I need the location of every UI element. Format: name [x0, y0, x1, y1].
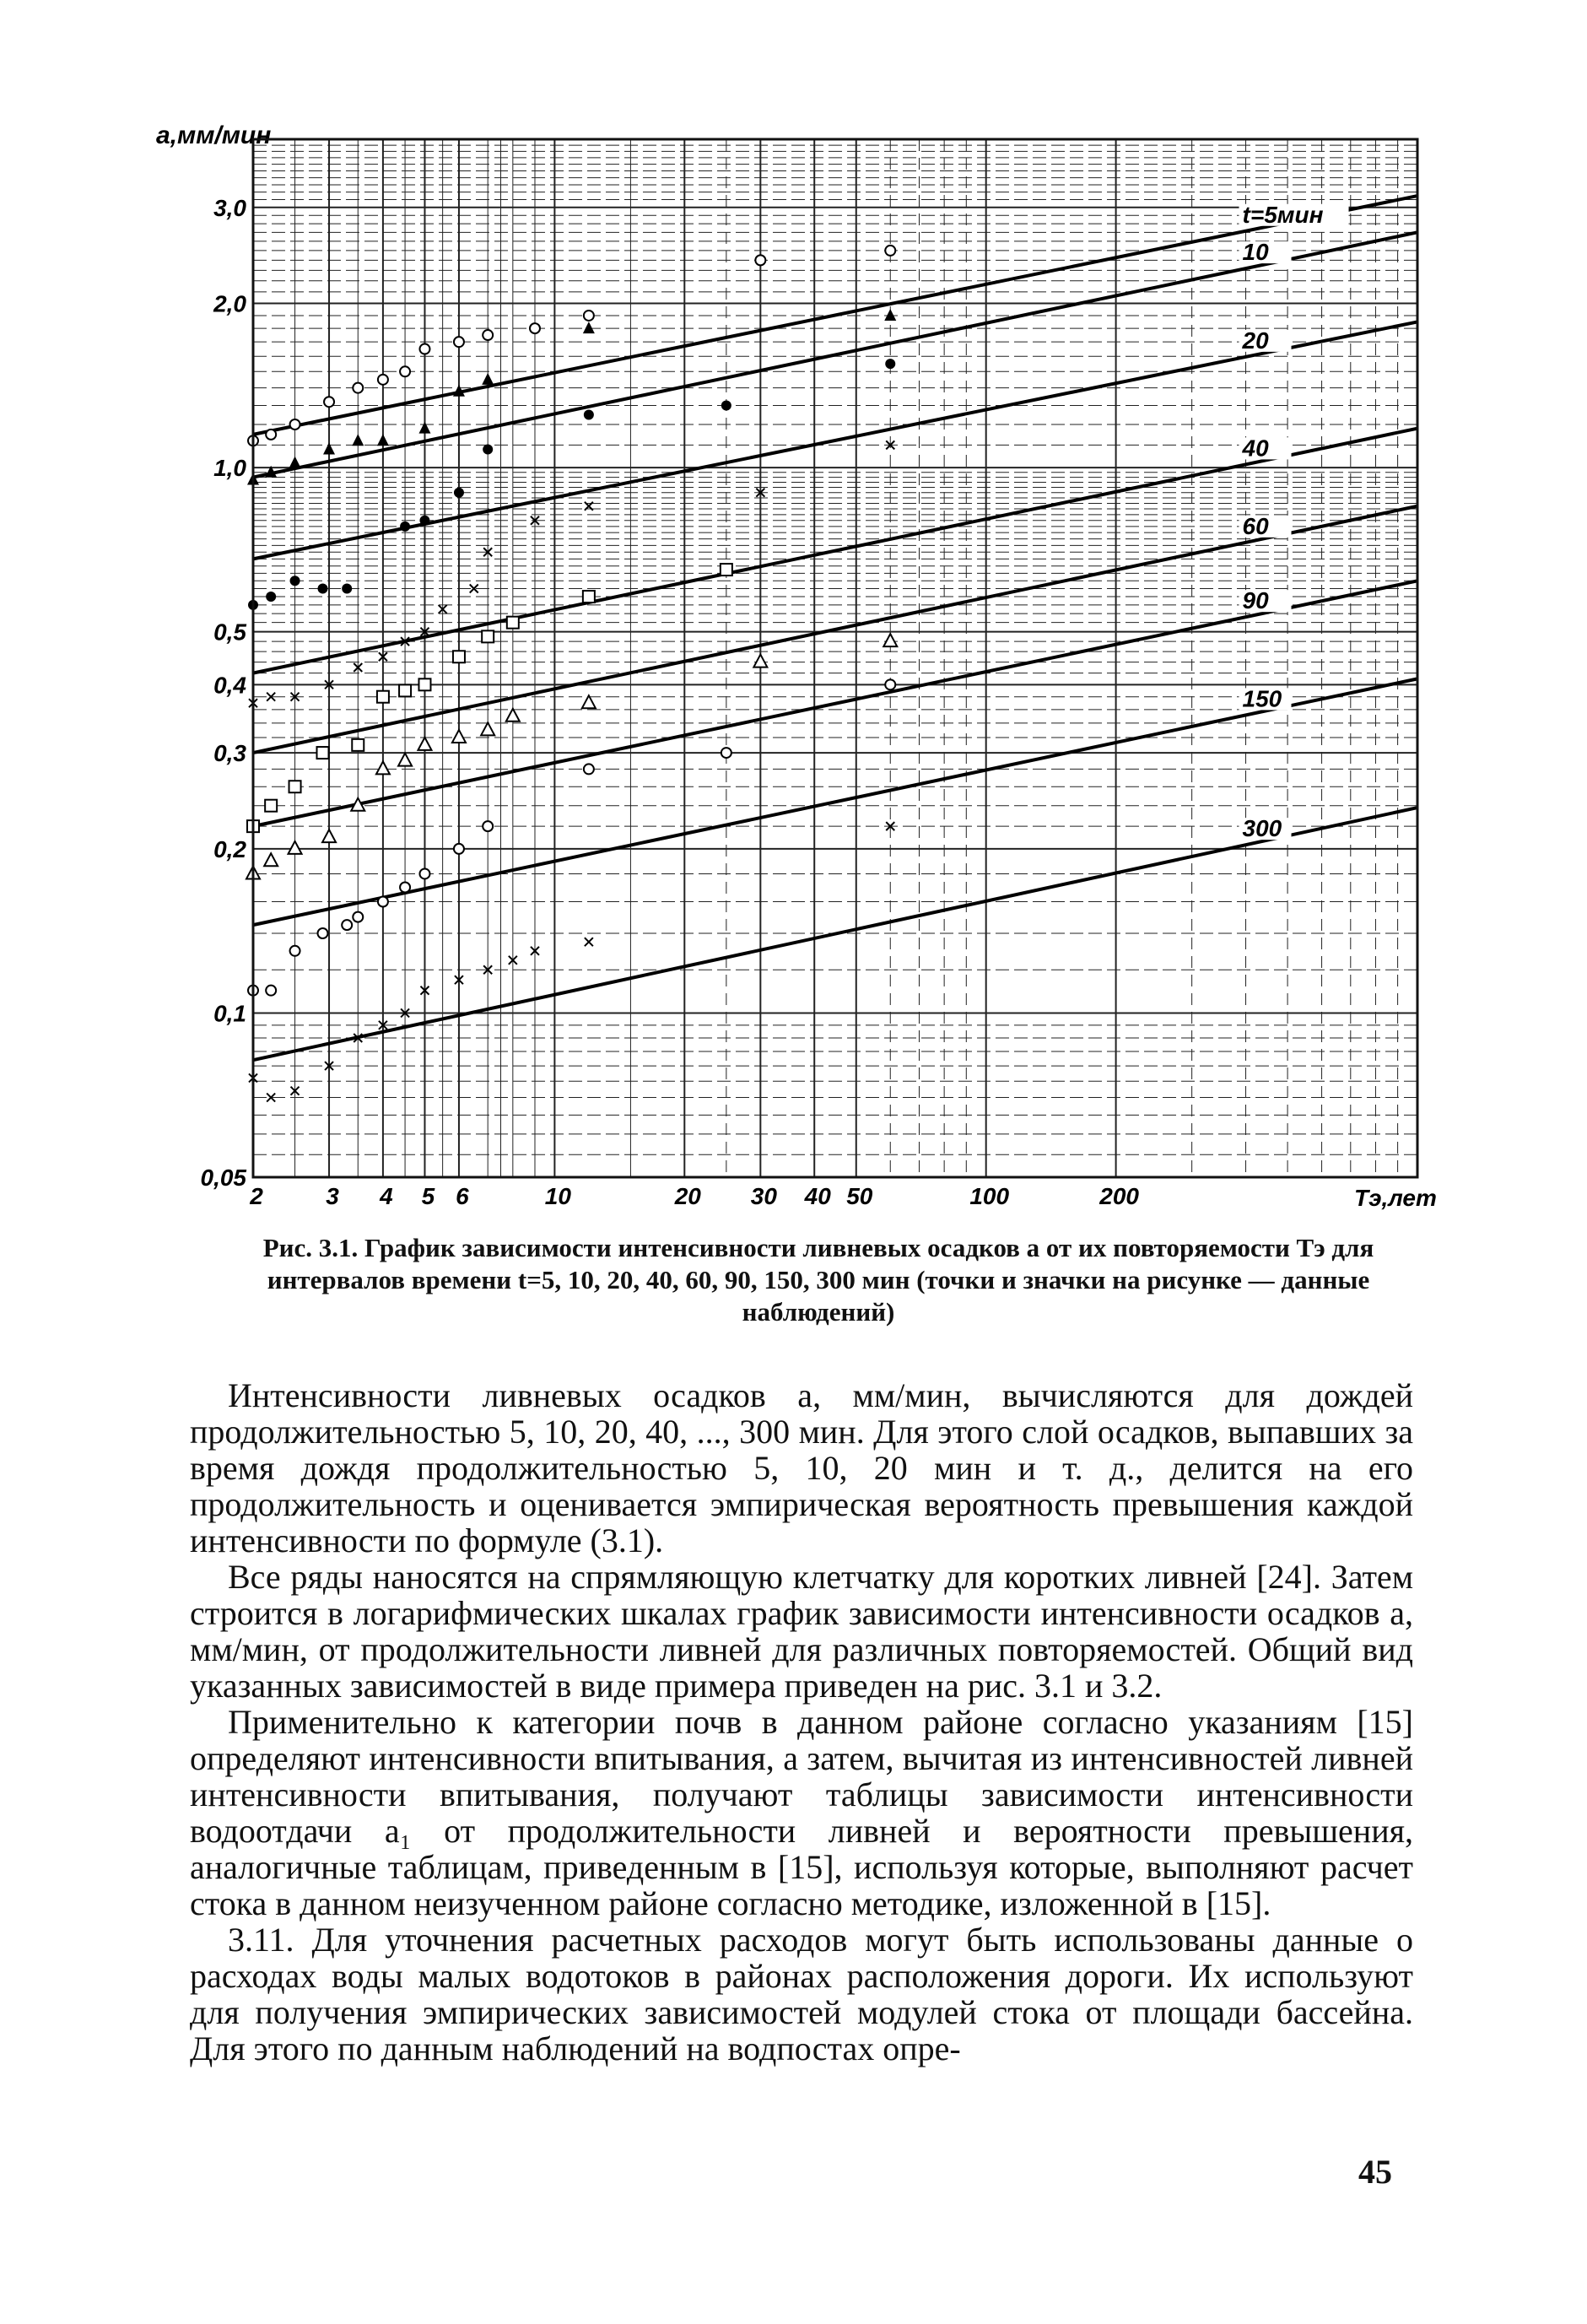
series-label: 300 [1242, 815, 1282, 842]
data-point [342, 584, 352, 594]
paragraph: Применительно к категории почв в данном районе согласно указаниям [15] определяют интенсивности впитывания, а затем, вычитая из интенсивностей ливней интенсивности впитывания, получают таблицы зависимости интенсивности водоотдачи a₁ от продолжительности ливней и вероятности превышения, аналогичные таблицам, приведенным в [15], используя которые, выполняют расчет стока в данном неизученном районе согласно методике, изложенной в [15]. [190, 1703, 1413, 1922]
chart [152, 118, 1451, 1215]
data-point [289, 457, 301, 468]
series-line [253, 429, 1417, 673]
x-tick-label: 30 [750, 1183, 777, 1209]
y-tick-label: 0,3 [213, 740, 246, 767]
series-label: 20 [1242, 327, 1269, 354]
data-point [290, 946, 300, 956]
x-tick-label: 6 [456, 1183, 469, 1209]
data-point [507, 617, 519, 629]
body-text [190, 1377, 1413, 2067]
series-label: 10 [1242, 239, 1269, 266]
y-axis-label: a,мм/мин [156, 122, 272, 149]
x-tick-label: 40 [804, 1183, 831, 1209]
x-tick-label: 2 [250, 1183, 263, 1209]
page-number: 45 [1358, 2153, 1392, 2191]
data-point [266, 592, 276, 602]
figure-caption: Рис. 3.1. График зависимости интенсивности ливневых осадков a от их повторяемости Tэ для интервалов времени t=5, 10, 20, 40, 60, 90, 150, 300 мин (точки и значки на рисунке — данные наблюдений) [262, 1233, 1374, 1327]
data-point [400, 522, 410, 532]
data-point [318, 928, 328, 938]
data-point [419, 516, 429, 526]
data-point [352, 434, 364, 446]
data-point [378, 897, 388, 907]
data-point [377, 434, 389, 446]
data-point [884, 309, 896, 321]
data-point [582, 695, 596, 708]
series-label: 90 [1242, 587, 1269, 614]
data-point [585, 938, 593, 946]
data-point [483, 445, 493, 455]
data-point [583, 322, 595, 333]
data-point [353, 383, 363, 393]
series-label: 60 [1242, 512, 1269, 539]
data-point [452, 730, 466, 743]
y-tick-label: 0,05 [200, 1165, 246, 1191]
data-point [318, 584, 328, 594]
data-point [721, 564, 732, 576]
data-point [584, 311, 594, 321]
y-tick-label: 3,0 [213, 194, 246, 221]
paragraph: 3.11. Для уточнения расчетных расходов могут быть использованы данные о расходах воды малых водотоков в районах расположения дороги. Их используют для получения эмпирических зависимостей модулей стока от площади бассейна. Для этого по данным наблюдений на водпостах опре- [190, 1921, 1413, 2067]
y-tick-label: 0,4 [213, 672, 246, 699]
data-point [377, 691, 389, 703]
data-point [584, 409, 594, 419]
data-point [453, 651, 465, 662]
data-point [376, 761, 390, 774]
data-point [482, 373, 494, 385]
data-point [322, 830, 336, 842]
y-tick-label: 0,2 [213, 835, 246, 862]
series-label: t=5мин [1242, 201, 1324, 228]
data-point [885, 246, 895, 256]
data-point [530, 323, 540, 333]
data-point [481, 722, 494, 735]
data-point [400, 366, 410, 376]
data-point [755, 255, 765, 265]
data-point [885, 359, 895, 369]
series-line [253, 808, 1417, 1060]
x-tick-label: 3 [326, 1183, 339, 1209]
data-point [419, 868, 429, 878]
chart-observation-points [246, 246, 897, 1102]
data-point [289, 781, 301, 792]
data-point [483, 330, 493, 340]
data-point [264, 853, 278, 866]
data-point [721, 748, 731, 758]
data-point [290, 419, 300, 430]
chart-labels [156, 122, 1437, 1211]
data-point [721, 400, 731, 410]
data-point [352, 739, 364, 751]
data-point [418, 738, 431, 750]
series-label: 40 [1242, 435, 1269, 462]
data-point [506, 709, 520, 722]
data-point [323, 443, 335, 455]
data-point [418, 678, 430, 690]
data-point [454, 844, 464, 854]
data-point [289, 841, 302, 854]
data-point [454, 337, 464, 347]
data-point [885, 679, 895, 689]
data-point [266, 986, 276, 996]
paragraph: Все ряды наносятся на спрямляющую клетчатку для коротких ливней [24]. Затем строится в логарифмических шкалах график зависимости интенсивности осадков a, мм/мин, от продолжительности ливней для различных повторяемостей. Общий вид указанных зависимостей в виде примера приведен на рис. 3.1 и 3.2. [190, 1558, 1413, 1705]
data-point [399, 684, 411, 696]
x-tick-label: 4 [380, 1183, 393, 1209]
data-point [353, 912, 363, 922]
data-point [419, 344, 429, 354]
data-point [883, 634, 897, 646]
x-tick-label: 5 [421, 1183, 435, 1209]
y-tick-label: 0,5 [213, 619, 246, 646]
data-point [583, 591, 595, 603]
data-point [342, 920, 352, 930]
data-point [400, 882, 410, 892]
y-tick-label: 0,1 [213, 1000, 246, 1027]
x-tick-label: 50 [846, 1183, 873, 1209]
data-point [266, 430, 276, 440]
x-tick-label: 200 [1099, 1183, 1139, 1209]
data-point [324, 397, 334, 407]
data-point [584, 764, 594, 774]
paragraph: Интенсивности ливневых осадков a, мм/мин, вычисляются для дождей продолжительностью 5, 10, 20, 40, ..., 300 мин. Для этого слой осадков, выпавших за время дождя продолжительностью 5, 10, 20 мин и т. д., делится на его продолжительность и оценивается эмпирическая вероятность превышения каждой интенсивности по формуле (3.1). [190, 1376, 1413, 1559]
data-point [454, 488, 464, 498]
series-label: 150 [1242, 685, 1282, 712]
data-point [753, 655, 767, 667]
data-point [418, 422, 430, 434]
data-point [317, 747, 329, 759]
x-tick-label: 100 [969, 1183, 1010, 1209]
data-point [482, 630, 494, 642]
data-point [378, 375, 388, 385]
y-tick-label: 2,0 [213, 290, 246, 317]
x-tick-label: 10 [544, 1183, 571, 1209]
data-point [290, 576, 300, 586]
x-axis-label: Tэ,лет [1354, 1185, 1437, 1211]
data-point [483, 821, 493, 831]
data-point [265, 800, 277, 812]
y-tick-label: 1,0 [213, 455, 246, 482]
data-point [398, 754, 412, 766]
x-tick-label: 20 [674, 1183, 701, 1209]
